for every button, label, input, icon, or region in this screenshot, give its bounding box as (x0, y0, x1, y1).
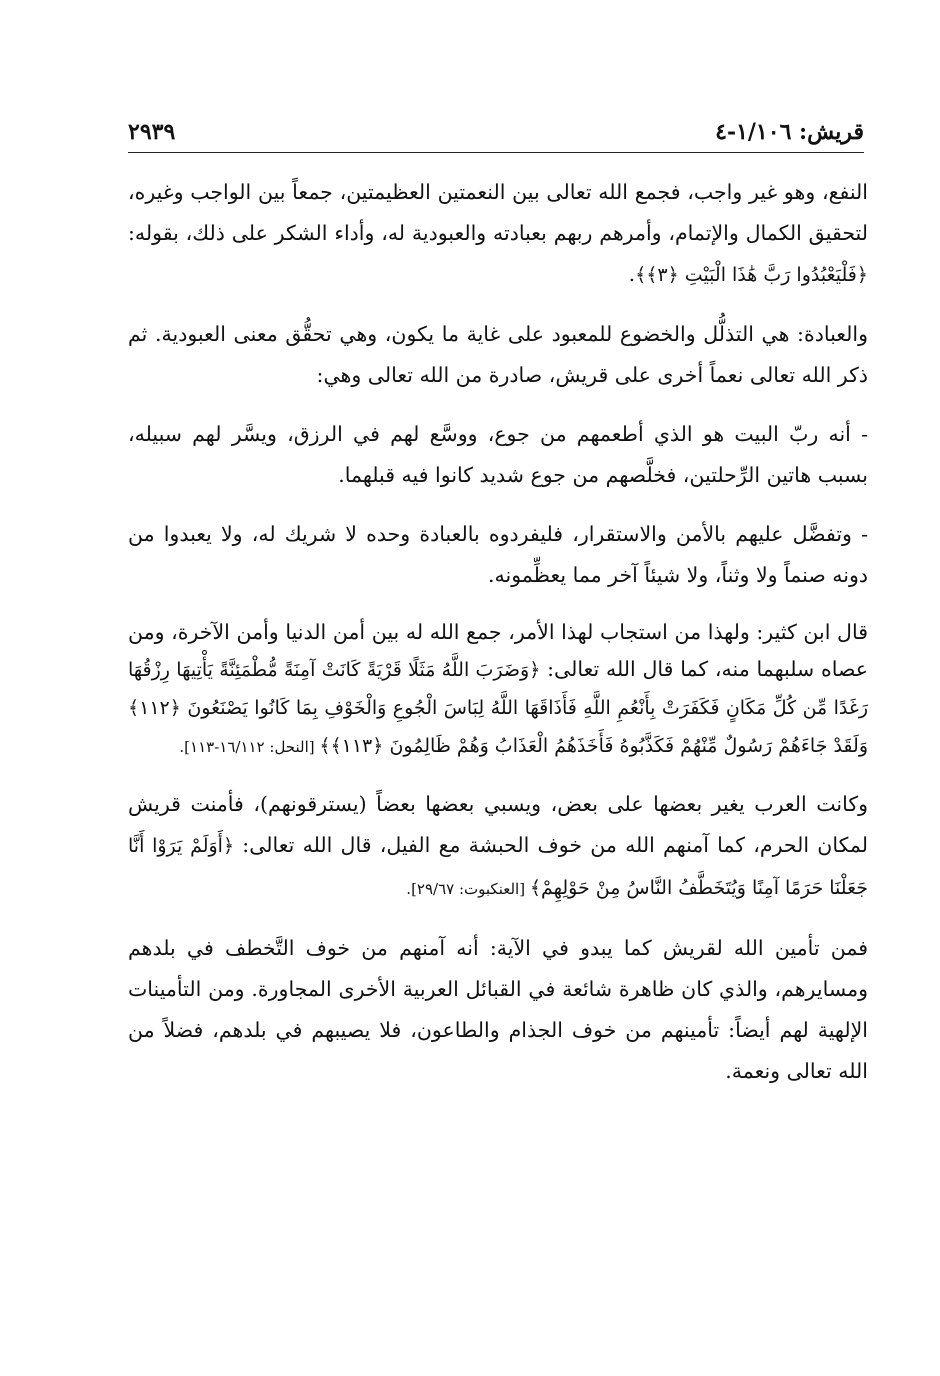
body-text: . (628, 262, 636, 286)
body-text: النفع، وهو غير واجب، فجمع الله تعالى بين النعمتين العظيمتين، جمعاً بين الواجب وغيره، لتحقيق الكمال والإتمام، وأمرهم ربهم بعبادته والعبودية له، وأداء الشكر على ذلك، بقوله: (128, 180, 868, 245)
quran-verse: ﴿فَلْيَعْبُدُوا رَبَّ هَٰذَا الْبَيْتِ ﴿٣﴾﴾ (635, 264, 868, 286)
paragraph-2 (128, 314, 868, 396)
verse-reference: [النحل: ١٦/١١٢-١١٣]. (179, 738, 320, 756)
paragraph-5 (128, 614, 868, 766)
paragraph-1 (128, 172, 868, 296)
body-text: والعبادة: هي التذلُّل والخضوع للمعبود على غاية ما يكون، وهي تحقُّق معنى العبودية. ثم ذكر الله تعالى نعماً أخرى على قريش، صادرة من الله تعالى وهي: (128, 322, 868, 387)
paragraph-7 (128, 928, 868, 1092)
body-text: قال ابن كثير: ولهذا من استجاب لهذا الأمر، جمع الله له بين أمن الدنيا وأمن الآخرة، ومن عصاه سلبهما منه، كما قال الله تعالى: (128, 620, 868, 681)
paragraph-6 (128, 784, 868, 910)
body-text: فمن تأمين الله لقريش كما يبدو في الآية: أنه آمنهم من خوف التَّخطف في بلدهم ومسايرهم، والذي كان ظاهرة شائعة في القبائل العربية الأخرى المجاورة. ومن التأمينات الإلهية لهم أيضاً: تأمينهم من خوف الجذام والطاعون، فلا يصيبهم في بلدهم، فضلاً من الله تعالى ونعمة. (128, 936, 868, 1083)
page-number: ٢٩٣٩ (128, 119, 176, 145)
paragraph-3 (128, 414, 868, 496)
quran-verse: ﴿وَضَرَبَ اللَّهُ مَثَلًا قَرْيَةً كَانَتْ آمِنَةً مُّطْمَئِنَّةً يَأْتِيهَا رِزْقُهَا رَغَدًا مِّن كُلِّ مَكَانٍ فَكَفَرَتْ بِأَنْعُمِ اللَّهِ فَأَذَاقَهَا اللَّهُ لِبَاسَ الْجُوعِ وَالْخَوْفِ بِمَا كَانُوا يَصْنَعُونَ ﴿١١٢﴾ وَلَقَدْ جَاءَهُمْ رَسُولٌ مِّنْهُمْ فَكَذَّبُوهُ فَأَخَذَهُمُ الْعَذَابُ وَهُمْ ظَالِمُونَ ﴿١١٣﴾﴾ (128, 659, 868, 757)
verse-reference: [العنكبوت: ٢٩/٦٧]. (406, 880, 530, 898)
page-body (128, 172, 868, 1110)
surah-title: قريش: ١/١٠٦-٤ (715, 119, 864, 145)
quran-verse: ﴿أَوَلَمْ يَرَوْا أَنَّا جَعَلْنَا حَرَمًا آمِنًا وَيُتَخَطَّفُ النَّاسُ مِنْ حَوْلِهِمْ﴾ (128, 835, 868, 899)
body-text: وكانت العرب يغير بعضها على بعض، ويسبي بعضها بعضاً (يسترقونهم)، فأمنت قريش لمكان الحرم، كما آمنهم الله من خوف الحبشة مع الفيل، قال الله تعالى: (128, 792, 868, 857)
page-header (128, 112, 864, 153)
paragraph-4 (128, 514, 868, 596)
body-text: - وتفضَّل عليهم بالأمن والاستقرار، فليفردوه بالعبادة وحده لا شريك له، ولا يعبدوا من دونه صنماً ولا وثناً، ولا شيئاً آخر مما يعظِّمونه. (128, 522, 868, 587)
body-text: - أنه ربّ البيت هو الذي أطعمهم من جوع، ووسَّع لهم في الرزق، ويسَّر لهم سبيله، بسبب هاتين الرِّحلتين، فخلَّصهم من جوع شديد كانوا فيه قبلهما. (128, 422, 868, 487)
